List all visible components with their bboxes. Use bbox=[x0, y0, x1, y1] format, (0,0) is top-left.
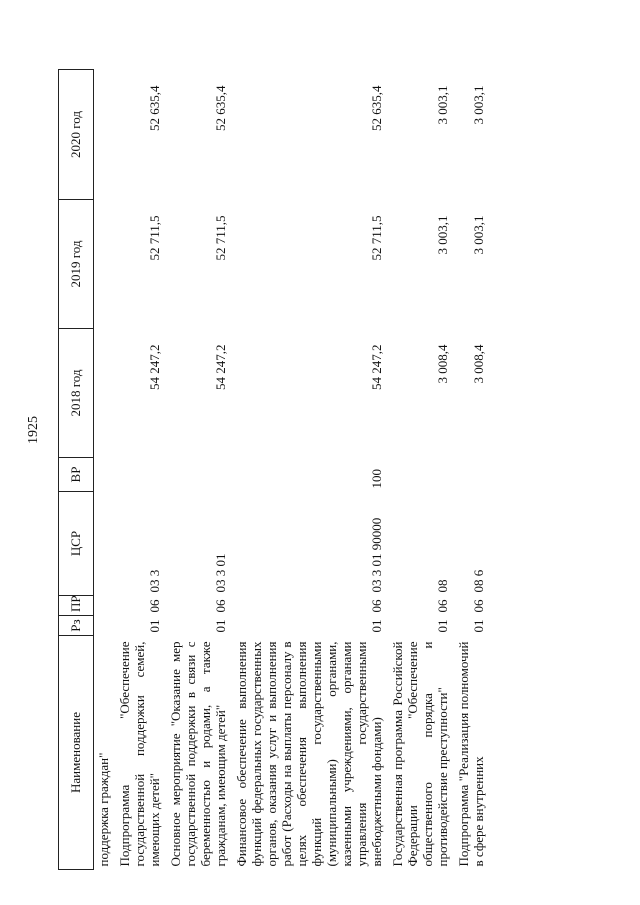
cell-pr: 06 bbox=[435, 599, 450, 613]
table-header-row bbox=[59, 70, 94, 870]
cell-csr: 03 3 bbox=[147, 569, 162, 593]
cell-name: Подпрограмма "Обеспечение государственной поддержки семей, имеющих детей" bbox=[117, 641, 162, 867]
table-row bbox=[231, 70, 387, 870]
cell-pr: 06 bbox=[471, 599, 486, 613]
cell-rz: 01 bbox=[435, 619, 450, 633]
cell-vr bbox=[165, 458, 231, 492]
cell-rz: 01 bbox=[147, 619, 162, 633]
cell-2019: 52 711,5 bbox=[147, 215, 162, 261]
cell-vr: 100 bbox=[369, 469, 384, 489]
cell-csr: 03 3 01 bbox=[213, 553, 228, 593]
table-row bbox=[387, 70, 453, 870]
table-row bbox=[114, 70, 165, 870]
cell-csr: 08 6 bbox=[471, 569, 486, 593]
budget-table bbox=[58, 69, 489, 870]
header-2020: 2020 год bbox=[59, 70, 94, 200]
header-csr: ЦСР bbox=[59, 492, 94, 596]
page-number: 1925 bbox=[26, 416, 41, 444]
cell-vr bbox=[453, 458, 489, 492]
cell-rz: 01 bbox=[213, 619, 228, 633]
header-name: Наименование bbox=[59, 636, 94, 870]
cell-2019: 3 003,1 bbox=[471, 215, 486, 255]
cell-pr: 06 bbox=[213, 599, 228, 613]
header-pr: ПР bbox=[59, 596, 94, 616]
cell-name: Подпрограмма "Реализация полномочий в сфере внутренних bbox=[456, 641, 486, 867]
cell-rz: 01 bbox=[471, 619, 486, 633]
cell-vr bbox=[114, 458, 165, 492]
cell-rz: 01 bbox=[369, 619, 384, 633]
cell-name: Финансовое обеспечение выполнения функций федеральных государственных органов, оказания услуг и выполнения работ (Расходы на выплаты персоналу в целях обеспечения выполнения функций государственными (муниципальными) органами, казенными учреждениями, органами управления государственными внебюджетными фондами) bbox=[234, 641, 384, 867]
cell-2018: 3 008,4 bbox=[471, 344, 486, 384]
cell-pr: 06 bbox=[369, 599, 384, 613]
cell-csr: 03 3 01 90000 bbox=[369, 517, 384, 593]
header-2018: 2018 год bbox=[59, 329, 94, 458]
cell-csr: 08 bbox=[435, 579, 450, 593]
lead-text: поддержка граждан" bbox=[96, 752, 111, 867]
table-row bbox=[165, 70, 231, 870]
cell-name: Государственная программа Российской Федерации "Обеспечение общественного порядка и противодействие преступности" bbox=[390, 641, 450, 867]
cell-2020: 3 003,1 bbox=[435, 85, 450, 125]
header-2019: 2019 год bbox=[59, 200, 94, 329]
table-row-lead bbox=[94, 70, 115, 870]
cell-2019: 3 003,1 bbox=[435, 215, 450, 255]
cell-2020: 52 635,4 bbox=[213, 85, 228, 131]
cell-2018: 54 247,2 bbox=[369, 344, 384, 390]
cell-2020: 3 003,1 bbox=[471, 85, 486, 125]
cell-name: Основное мероприятие "Оказание мер государственной поддержки в связи с беременностью и родами, а также гражданам, имеющим детей" bbox=[168, 641, 228, 867]
cell-2018: 54 247,2 bbox=[213, 344, 228, 390]
header-rz: Рз bbox=[59, 616, 94, 636]
cell-2019: 52 711,5 bbox=[213, 215, 228, 261]
rotated-page bbox=[58, 70, 598, 870]
header-vr: ВР bbox=[59, 458, 94, 492]
cell-pr: 06 bbox=[147, 599, 162, 613]
cell-2020: 52 635,4 bbox=[147, 85, 162, 131]
cell-2019: 52 711,5 bbox=[369, 215, 384, 261]
table-row bbox=[453, 70, 489, 870]
cell-2020: 52 635,4 bbox=[369, 85, 384, 131]
cell-2018: 54 247,2 bbox=[147, 344, 162, 390]
cell-vr bbox=[387, 458, 453, 492]
cell-2018: 3 008,4 bbox=[435, 344, 450, 384]
